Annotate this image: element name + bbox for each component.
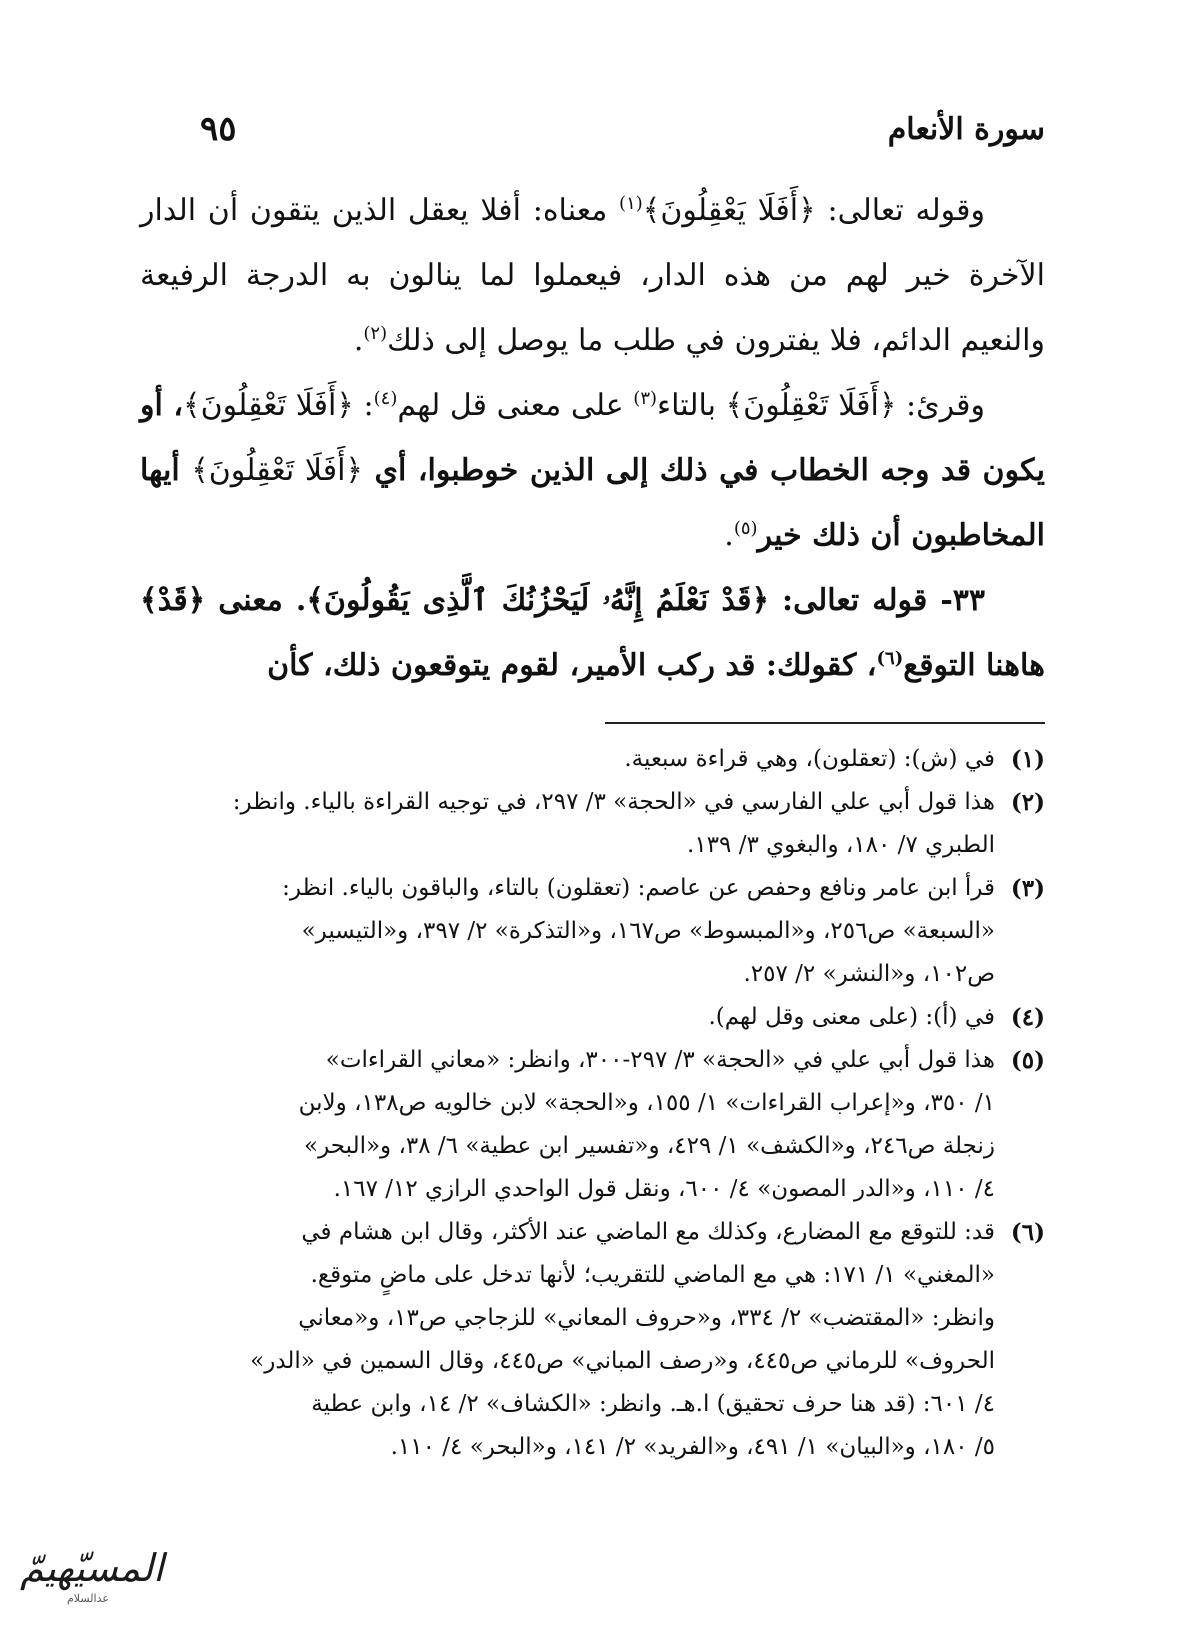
footnote-line: زنجلة ص٢٤٦، و«الكشف» ١/ ٤٢٩، و«تفسير ابن عطية» ٦/ ٣٨، و«البحر» [304,1133,995,1159]
footnote-5 [135,1039,1045,1211]
footnote-body [135,1039,995,1211]
footnote-line: ٤/ ١١٠، و«الدر المصون» ٤/ ٦٠٠، ونقل قول الواحدي الرازي ١٢/ ١٦٧. [333,1176,995,1202]
footnote-number: (٥) [1010,1047,1045,1074]
footnote-line: الحروف» للرماني ص٤٤٥، و«رصف المباني» ص٤٤٥، وقال السمين في «الدر» [250,1348,995,1374]
text-run: وقرئ: [896,388,986,423]
footnote-2 [135,781,1045,867]
text-run: : [353,388,374,423]
footnote-line: وانظر: «المقتضب» ٢/ ٣٣٤، و«حروف المعاني» للزجاجي ص١٣، و«معاني [298,1305,995,1331]
footnote-separator [605,722,1045,724]
text-run: وقوله تعالى: [815,193,986,228]
footnote-body [135,781,995,867]
footnote-ref[interactable]: (٥) [733,518,758,539]
footnote-line: قد: للتوقع مع المضارع، وكذلك مع الماضي عند الأكثر، وقال ابن هشام في [301,1219,995,1245]
footnote-ref[interactable]: (٣) [633,388,658,409]
footnote-body [135,867,995,996]
footnote-line: في (ش): (تعقلون)، وهي قراءة سبعية. [624,746,995,772]
footnote-line: ٥/ ١٨٠، و«البيان» ١/ ٤٩١، و«الفريد» ٢/ ١٤١، و«البحر» ٤/ ١١٠. [390,1434,995,1460]
footnote-ref[interactable]: (١) [619,193,643,214]
text-run: ، كقولك: قد ركب الأمير، لقوم يتوقعون ذلك، كأن [267,648,877,683]
quran-verse: ﴿أَفَلَا تَعْقِلُونَ﴾ [725,388,897,423]
footnote-body [135,738,995,781]
footnote-line: هذا قول أبي علي الفارسي في «الحجة» ٣/ ٢٩٧، في توجيه القراءة بالياء. وانظر: [232,789,995,815]
quran-verse: ﴿قَدْ﴾ [140,583,206,618]
footnote-number: (٤) [1010,1004,1045,1031]
footnote-3 [135,867,1045,996]
footnote-line: ١/ ٣٥٠، و«إعراب القراءات» ١/ ١٥٥، و«الحجة» لابن خالويه ص١٣٨، ولابن [298,1090,995,1116]
paragraph-2 [140,373,1045,568]
footnote-ref[interactable]: (٢) [363,323,388,344]
quran-verse: ﴿أَفَلَا يَعْقِلُونَ﴾ [642,193,816,228]
footnote-ref[interactable]: (٦) [876,648,904,669]
footnote-number: (٢) [1010,789,1045,816]
text-run: على معنى قل لهم [397,388,634,423]
footnote-line: ص١٠٢، و«النشر» ٢/ ٢٥٧. [743,961,995,987]
footnote-body [135,1211,995,1469]
paragraph-3 [140,568,1045,698]
watermark-sub: عدالسلام [67,1592,109,1605]
footnote-1 [135,738,1045,781]
text-run: . [724,518,734,553]
footnote-number: (١) [1010,746,1045,773]
footnote-line: الطبري ٧/ ١٨٠، والبغوي ٣/ ١٣٩. [687,832,995,858]
text-run: . معنى [205,583,307,618]
page-number: ٩٥ [200,109,237,149]
text-run: . [353,323,364,358]
footnote-line: هذا قول أبي علي في «الحجة» ٣/ ٢٩٧-٣٠٠، وانظر: «معاني القراءات» [325,1047,995,1073]
text-run: بالتاء [657,388,726,423]
footnotes [135,738,1045,1469]
quran-verse: ﴿أَفَلَا تَعْقِلُونَ﴾ [191,453,363,488]
footnote-line: في (أ): (على معنى وقل لهم). [708,1004,995,1030]
text-run: معناه: أفلا يعقل الذين يتقون أن الدار الآخرة خير لهم من هذه الدار، فيعملوا لما ينالون به الدرجة الرفيعة والنعيم الدائم، فلا يفترون في طلب ما يوصل إلى ذلك [140,193,1045,358]
footnote-number: (٦) [1010,1219,1045,1246]
text-run: أيها المخاطبون أن ذلك خير [140,453,1045,553]
footnote-body [135,996,995,1039]
footnote-number: (٣) [1010,875,1045,902]
footnote-line: ٤/ ٦٠١: (قد هنا حرف تحقيق) ا.هـ. وانظر: «الكشاف» ٢/ ١٤، وابن عطية [311,1391,995,1417]
main-text [140,178,1045,698]
footnote-ref[interactable]: (٤) [373,388,398,409]
quran-verse: ﴿قَدْ نَعْلَمُ إِنَّهُۥ لَيَحْزُنُكَ ٱلَّذِى يَقُولُونَ﴾ [306,583,770,618]
text-run: هاهنا التوقع [903,648,1045,683]
footnote-6 [135,1211,1045,1469]
publisher-watermark [12,1542,162,1612]
text-run: ٣٣- قوله تعالى: [769,583,986,618]
footnote-line: قرأ ابن عامر ونافع وحفص عن عاصم: (تعقلون) بالتاء، والباقون بالياء. انظر: [282,875,995,901]
footnote-line: «السبعة» ص٢٥٦، و«المبسوط» ص١٦٧، و«التذكرة» ٢/ ٣٩٧، و«التيسير» [301,918,995,944]
footnote-4 [135,996,1045,1039]
quran-verse: ﴿أَفَلَا تَعْقِلُونَ﴾ [183,388,354,423]
text-run: ، أو يكون قد وجه الخطاب في ذلك إلى الذين خوطبوا، أي [140,388,1046,488]
running-head [200,104,1045,154]
footnote-line: «المغني» ١/ ١٧١: هي مع الماضي للتقريب؛ لأنها تدخل على ماضٍ متوقع. [310,1262,995,1288]
watermark-logo: المسيّهيمّ [20,1546,164,1590]
paragraph-1 [140,178,1045,373]
surah-title: سورة الأنعام [887,111,1045,147]
